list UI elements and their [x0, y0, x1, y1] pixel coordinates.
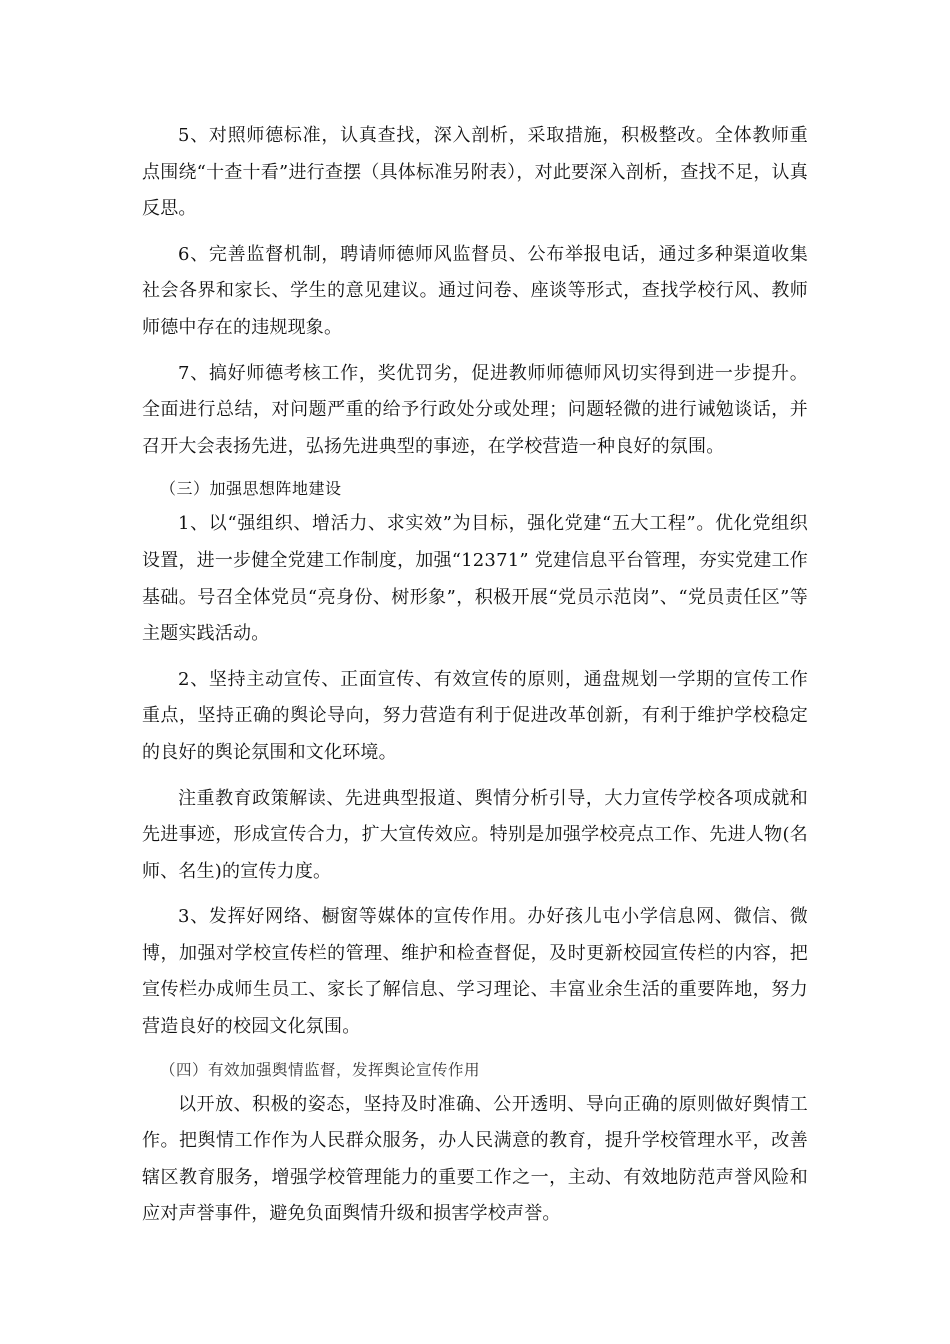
- paragraph-item-6: 6、完善监督机制，聘请师德师风监督员、公布举报电话，通过多种渠道收集社会各界和家长、学生的意见建议。通过问卷、座谈等形式，查找学校行风、教师师德中存在的违规现象。: [142, 243, 808, 338]
- paragraph-3-2-b: 注重教育政策解读、先进典型报道、舆情分析引导，大力宣传学校各项成就和先进事迹，形成宣传合力，扩大宣传效应。特别是加强学校亮点工作、先进人物(名师、名生)的宣传力度。: [142, 787, 808, 882]
- paragraph-item-7: 7、搞好师德考核工作，奖优罚劣，促进教师师德师风切实得到进一步提升。全面进行总结，对问题严重的给予行政处分或处理；问题轻微的进行诫勉谈话，并召开大会表扬先进，弘扬先进典型的事迹，在学校营造一种良好的氛围。: [142, 362, 808, 457]
- paragraph-3-1: 1、以“强组织、增活力、求实效”为目标，强化党建“五大工程”。优化党组织设置，进一步健全党建工作制度，加强“12371” 党建信息平台管理，夯实党建工作基础。号召全体党员“亮身份、树形象”，积极开展“党员示范岗”、“党员责任区”等主题实践活动。: [142, 513, 808, 645]
- section-heading-4: （四）有效加强舆情监督，发挥舆论宣传作用: [160, 1060, 481, 1079]
- section-heading-3: （三）加强思想阵地建设: [160, 479, 342, 499]
- paragraph-item-5: 5、对照师德标准，认真查找，深入剖析，采取措施，积极整改。全体教师重点围绕“十查十看”进行查摆（具体标准另附表），对此要深入剖析，查找不足，认真反思。: [142, 125, 808, 220]
- paragraph-3-2: 2、坚持主动宣传、正面宣传、有效宣传的原则，通盘规划一学期的宣传工作重点，坚持正确的舆论导向，努力营造有利于促进改革创新，有利于维护学校稳定的良好的舆论氛围和文化环境。: [142, 668, 808, 763]
- document-body: [142, 118, 808, 1242]
- paragraph-3-3: 3、发挥好网络、橱窗等媒体的宣传作用。办好孩儿屯小学信息网、微信、微博，加强对学校宣传栏的管理、维护和检查督促，及时更新校园宣传栏的内容，把宣传栏办成师生员工、家长了解信息、学习理论、丰富业余生活的重要阵地，努力营造良好的校园文化氛围。: [142, 906, 808, 1038]
- paragraph-4-1: 以开放、积极的姿态，坚持及时准确、公开透明、导向正确的原则做好舆情工作。把舆情工作作为人民群众服务，办人民满意的教育，提升学校管理水平，改善辖区教育服务，增强学校管理能力的重要工作之一，主动、有效地防范声誉风险和应对声誉事件，避免负面舆情升级和损害学校声誉。: [142, 1093, 808, 1225]
